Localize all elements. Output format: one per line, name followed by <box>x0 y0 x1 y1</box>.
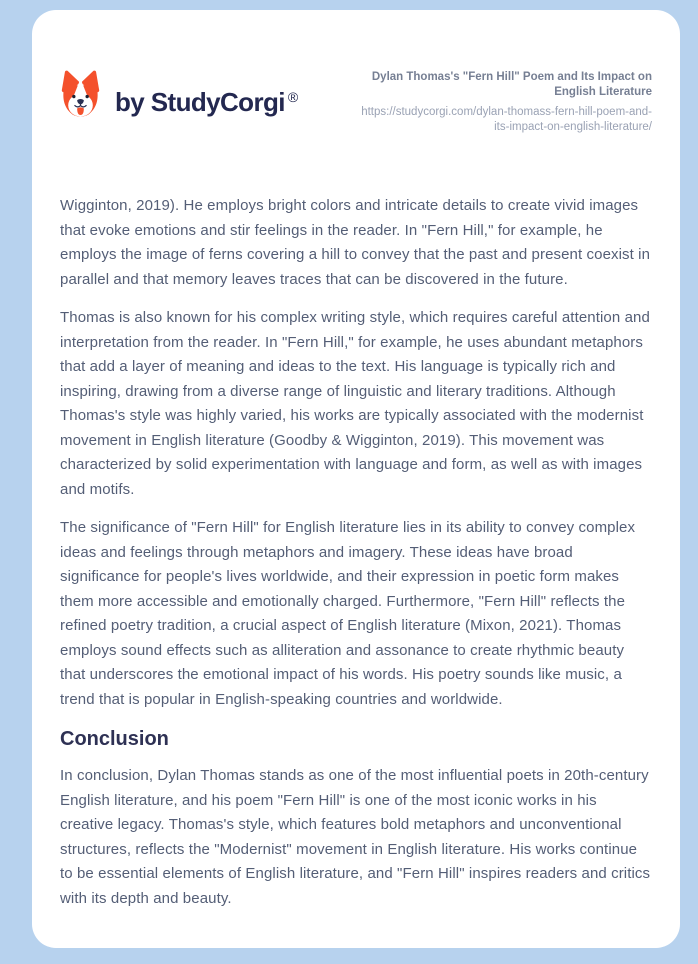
document-title-block <box>361 68 652 134</box>
document-url-link[interactable] <box>361 105 652 134</box>
document-url-line[interactable]: https://studycorgi.com/dylan-thomass-fern-hill-poem-and- <box>361 106 652 118</box>
document-url-line[interactable]: its-impact-on-english-literature/ <box>494 120 652 133</box>
article-paragraph: Wigginton, 2019). He employs bright colors and intricate details to create vivid images that evoke emotions and stir feelings in the reader. In "Fern Hill," for example, he employs the image of ferns covering a hill to convey that the past and present coexist in parallel and that memory leaves traces that can be discovered in the future. <box>60 197 651 288</box>
document-title-line: English Literature <box>554 85 652 98</box>
brand-name <box>115 73 298 118</box>
document-title-line: Dylan Thomas's "Fern Hill" Poem and Its Impact on <box>371 71 652 83</box>
studycorgi-logo <box>60 68 298 122</box>
article-paragraph: Thomas is also known for his complex writing style, which requires careful attention and interpretation from the reader. In "Fern Hill," for example, he uses abundant metaphors that add a layer of meaning and ideas to the text. His language is typically rich and inspiring, drawing from a diverse range of linguistic and literary traditions. Although Thomas's style was highly varied, his works are typically associated with the modernist movement in English literature (Goodby & Wigginton, 2019). This movement was characterized by solid experimentation with language and form, as well as with images and motifs. <box>60 309 650 498</box>
article-body <box>60 194 652 911</box>
corgi-icon <box>60 68 101 122</box>
brand-text: by StudyCorgi <box>115 86 285 117</box>
document-title <box>361 70 652 99</box>
document-card <box>32 10 680 948</box>
conclusion-paragraph: In conclusion, Dylan Thomas stands as one of the most influential poets in 20th-century English literature, and his poem "Fern Hill" is one of the most iconic works in his creative legacy. Thomas's style, which features bold metaphors and unconventional structures, reflects the "Modernist" movement in English literature. His works continue to be essential elements of English literature, and "Fern Hill" inspires readers and critics with its depth and beauty. <box>60 767 651 907</box>
article-paragraph: The significance of "Fern Hill" for English literature lies in its ability to convey complex ideas and feelings through metaphors and imagery. These ideas have broad significance for people's lives worldwide, and their expression in poetic form makes them more accessible and emotionally charged. Furthermore, "Fern Hill" reflects the refined poetry tradition, a crucial aspect of English literature (Mixon, 2021). Thomas employs sound effects such as alliteration and assonance to create rhythmic beauty that underscores the emotional impact of his words. His poetry sounds like music, a trend that is popular in English-speaking countries and worldwide. <box>60 519 636 708</box>
conclusion-heading: Conclusion <box>60 728 169 750</box>
registered-trademark-symbol: ® <box>287 88 299 105</box>
document-header <box>60 68 652 134</box>
